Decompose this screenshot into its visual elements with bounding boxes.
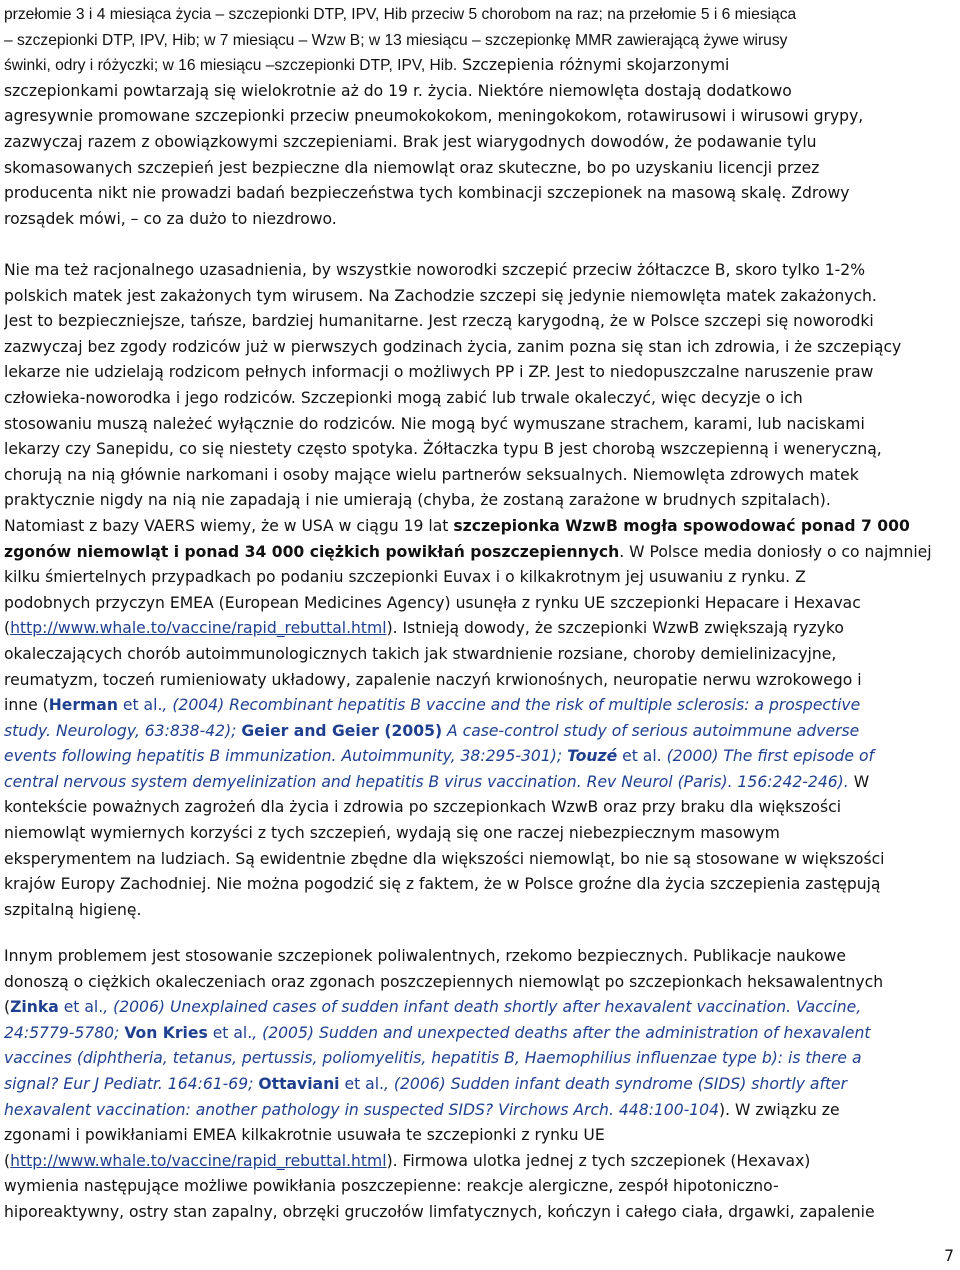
text-run: hexavalent vaccination: another pathology in suspected SIDS? Virchows Arch. 448:100-104 [4,1100,720,1119]
page-number: 7 [944,1247,954,1265]
text-run: chorują na nią głównie narkomani i osoby mające wielu partnerów seksualnych. Niemowlęta zdrowych matek [4,465,859,484]
text-run: zgonami i powikłaniami EMEA kilkakrotnie usuwała te szczepionki z rynku UE [4,1126,605,1145]
text-run: , (2006) Unexplained cases of sudden infant death shortly after hexavalent vaccination. Vaccine, [103,998,862,1017]
text-run: donoszą o ciężkich okaleczeniach oraz zgonach poszczepiennych niemowląt po szczepionkach heksawalentnych [4,972,884,991]
text-line [4,872,958,898]
text-line [4,360,958,386]
text-run: hiporeaktywny, ostry stan zapalny, obrzęki gruczołów limfatycznych, kończyn i całego ciała, drgawki, zapalenie [4,1202,875,1221]
text-run: W [848,772,870,791]
text-line [4,821,958,847]
text-line [4,1200,958,1226]
text-run: przełomie 3 i 4 miesiąca życia – szczepionki DTP, IPV, Hib przeciw 5 chorobom na raz; na przełomie 5 i 6 miesiąca [4,6,797,23]
text-run: krajów Europy Zachodniej. Nie można pogodzić się z faktem, że w Polsce groźne dla życia szczepienia zastępują [4,875,881,894]
text-run: polskich matek jest zakażonych tym wirusem. Na Zachodzie szczepi się jedynie niemowlęta matek zakażonych. [4,286,877,305]
text-line [4,463,958,489]
text-line [4,970,958,996]
text-line [4,693,958,719]
text-line [4,53,958,79]
text-run: , (2006) Sudden infant death syndrome (SIDS) shortly after [384,1074,848,1093]
text-line [4,284,958,310]
text-run: rozsądek mówi, – co za dużo to niezdrowo. [4,209,337,228]
text-line [4,181,958,207]
text-run: et al. [617,747,662,766]
text-line [4,386,958,412]
text-line [4,1123,958,1149]
text-run: stosowaniu muszą należeć wyłącznie do rodziców. Nie mogą być wymuszane strachem, karami, lub naciskami [4,414,865,433]
text-run: Geier and Geier (2005) [241,721,443,740]
text-run: Ottaviani [258,1074,340,1093]
text-run: et al. [207,1023,253,1042]
text-run: człowieka-noworodka i jego rodziców. Szczepionki mogą zabić lub trwale okaleczyć, więc decyzje o ich [4,388,803,407]
text-line [4,130,958,156]
text-run: świnki, odry i różyczki; w 16 miesiącu –szczepionki DTP, IPV, Hib. [4,57,458,75]
text-line [4,591,958,617]
text-line [4,1098,958,1124]
text-run: ). W związku ze [719,1100,840,1119]
text-line [4,847,958,873]
text-run: lekarzy czy Sanepidu, co się niestety często spotyka. Żółtaczka typu B jest chorobą wszczepienną i weneryczną, [4,440,882,459]
text-line [4,642,958,668]
text-line [4,1046,958,1072]
text-run: ( [4,619,11,638]
text-run: agresywnie promowane szczepionki przeciw pneumokokokom, meningokokom, rotawirusowi i wirusowi grypy, [4,107,864,126]
text-line [4,309,958,335]
reference-link[interactable]: http://www.whale.to/vaccine/rapid_rebuttal.html [10,619,387,638]
text-run: praktycznie nigdy na nią nie zapadają i nie umierają (chyba, że zostaną zarażone w brudnych szpitalach). [4,491,831,510]
text-run: zazwyczaj razem z obowiązkowymi szczepieniami. Brak jest wiarygodnych dowodów, że podawanie tylu [4,132,817,151]
text-line [4,995,958,1021]
text-line [4,540,958,566]
text-line [4,156,958,182]
text-line [4,1149,958,1175]
text-line [4,412,958,438]
text-line [4,2,958,28]
text-line [4,104,958,130]
text-run: vaccines (diphtheria, tetanus, pertussis, poliomyelitis, hepatitis B, Haemophilius influenzae type b): is there a [4,1049,862,1068]
text-run: ). Istnieją dowody, że szczepionki WzwB zwiększają ryzyko [386,619,844,638]
text-run: 24:5779-5780; [4,1023,125,1042]
text-run: ). Firmowa ulotka jednej z tych szczepionek (Hexavax) [386,1151,811,1170]
text-run: – szczepionki DTP, IPV, Hib; w 7 miesiącu – Wzw B; w 13 miesiącu – szczepionkę MMR zawierającą żywe wirusy [4,31,788,49]
text-run: ( [4,1151,11,1170]
paragraph-polyvalent-vaccines [4,944,958,1226]
text-line [4,28,958,54]
text-line [4,795,958,821]
text-run: , (2005) Sudden and unexpected deaths after the administration of hexavalent [252,1023,871,1042]
text-run: producenta nikt nie prowadzi badań bezpieczeństwa tych kombinacji szczepionek na masową skalę. Zdrowy [4,184,850,203]
text-run: podobnych przyczyn EMEA (European Medicines Agency) usunęła z rynku UE szczepionki Hepacare i Hexavac [4,593,861,612]
text-run: Touzé [567,747,618,766]
text-run: szczepionkami powtarzają się wielokrotnie aż do 19 r. życia. [4,81,473,100]
text-line [4,616,958,642]
text-run: Jest to bezpieczniejsze, tańsze, bardziej humanitarne. Jest rzeczą karygodną, że w Polsce szczepi się noworodki [4,312,874,331]
text-line [4,898,958,924]
text-run: szczepionka WzwB mogła spowodować ponad 7 000 [453,516,910,535]
text-run: Niektóre niemowlęta dostają dodatkowo [472,81,792,100]
text-line [4,488,958,514]
text-run: kilku śmiertelnych przypadkach po podaniu szczepionki Euvax i o kilkakrotnym jej usuwaniu z rynku. Z [4,568,806,587]
text-line [4,565,958,591]
text-run: , (2004) Recombinant hepatitis B vaccine and the risk of multiple sclerosis: a prospective [162,696,861,715]
text-run: inne ( [4,696,49,715]
text-run: lekarze nie udzielają rodzicom pełnych informacji o możliwych PP i ZP. Jest to niedopuszczalne naruszenie praw [4,363,874,382]
text-line [4,770,958,796]
text-run: Von Kries [124,1023,208,1042]
text-run: zgonów niemowląt i ponad 34 000 ciężkich powikłań poszczepiennych [4,542,620,561]
text-run: et al. [117,696,163,715]
text-run: Zinka [10,998,59,1017]
text-run: . W Polsce media doniosły o co najmniej [619,542,932,561]
text-run: Herman [48,696,118,715]
text-run: A case-control study of serious autoimmune adverse [442,721,860,740]
text-run: signal? Eur J Pediatr. 164:61-69; [4,1074,259,1093]
text-line [4,1174,958,1200]
text-run: okaleczających chorób autoimmunologicznych takich jak stwardnienie rozsiane, choroby demielinizacyjne, [4,644,837,663]
text-run: eksperymentem na ludziach. Są ewidentnie zbędne dla większości niemowląt, bo nie są stosowane w większości [4,849,885,868]
text-run: et al. [339,1074,384,1093]
text-line [4,1021,958,1047]
text-line [4,207,958,233]
text-run: kontekście poważnych zagrożeń dla życia i zdrowia po szczepionkach WzwB oraz przy braku dla większości [4,798,842,817]
text-run: wymienia następujące możliwe powikłania poszczepienne: reakcje alergiczne, zespół hipotoniczno- [4,1177,779,1196]
text-line [4,335,958,361]
text-run: szpitalną higienę. [4,900,142,919]
text-run: ( [4,998,11,1017]
text-line [4,437,958,463]
text-line [4,79,958,105]
text-run: reumatyzm, toczeń rumieniowaty układowy, zapalenie naczyń krwionośnych, neuropatie nerwu wzrokowego i [4,670,862,689]
text-run: zazwyczaj bez zgody rodziców już w pierwszych godzinach życia, zanim pozna się stan ich zdrowia, i że szczepiący [4,337,902,356]
text-run: niemowląt wymiernych korzyści z tych szczepień, wydają się one raczej niebezpiecznym masowym [4,824,780,843]
text-line [4,258,958,284]
text-run: (2000) The first episode of [661,747,874,766]
text-run: study. Neurology, 63:838-42); [4,721,242,740]
reference-link[interactable]: http://www.whale.to/vaccine/rapid_rebuttal.html [10,1151,387,1170]
text-line [4,719,958,745]
text-run: skomasowanych szczepień jest bezpieczne dla niemowląt oraz skuteczne, bo po uzyskaniu licencji przez [4,158,820,177]
text-run: Natomiast z bazy VAERS wiemy, że w USA w ciągu 19 lat [4,516,454,535]
text-line [4,744,958,770]
text-run: et al. [58,998,104,1017]
text-run: Szczepienia różnymi skojarzonymi [457,56,730,75]
text-run: central nervous system demyelinization and hepatitis B virus vaccination. Rev Neurol (Paris). 156:242-246). [4,772,849,791]
paragraph-vaccination-schedule [4,2,958,232]
text-run: events following hepatitis B immunization. Autoimmunity, 38:295-301); [4,747,568,766]
text-line [4,514,958,540]
text-run: Nie ma też racjonalnego uzasadnienia, by wszystkie noworodki szczepić przeciw żółtaczce B, skoro tylko 1-2% [4,261,866,279]
paragraph-hepatitis-b-vaccine [4,258,958,923]
text-line [4,668,958,694]
text-line [4,944,958,970]
text-run: Innym problemem jest stosowanie szczepionek poliwalentnych, rzekomo bezpiecznych. Publikacje naukowe [4,947,847,965]
text-line [4,1072,958,1098]
